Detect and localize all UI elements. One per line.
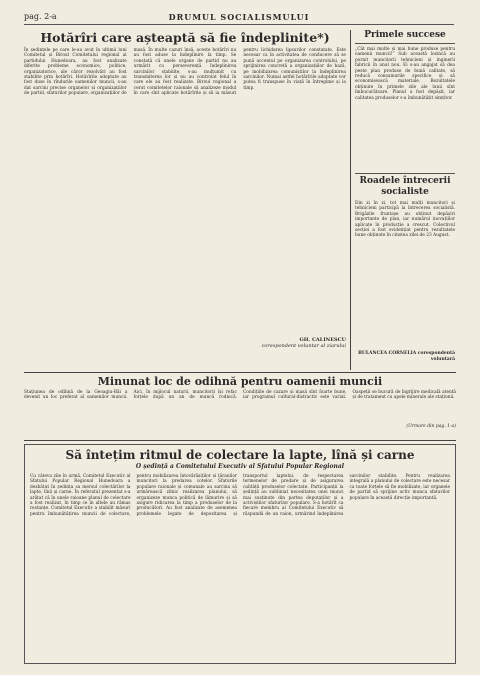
bottom-article-title: Să întețim ritmul de colectare la lapte, lînă și carne — [65, 448, 415, 462]
middle-article-title: Minunat loc de odihnă pentru oamenii muncii — [97, 375, 383, 388]
middle-article-body: Stațiunea de odihnă de la Geoagiu-Băi a devenit un loc preferat al oamenilor muncii. Aici, în mijlocul naturii, muncitorii își refac forțele după un an de muncă rodnică. Condițiile de cazare și masă sînt foarte bune, iar programul cultural-distractiv este variat. Oaspeții se bucură de îngrijire medicală atentă și de tratament cu apele minerale ale stațiunii. — [24, 390, 456, 401]
bottom-article — [24, 444, 456, 664]
column-divider — [350, 30, 351, 370]
middle-article — [24, 375, 456, 437]
signature-role: corespondent voluntar al ziarului — [261, 343, 346, 349]
top-article-body: În ședințele pe care le-au avut în ultimii luni Comitetul și Biroul Comitetului regional al partidului Hunedoara, au fost analizate diferite probleme economice, politice, organizatorice, ale căror rezolvări au fost stabilite prin hotărîri. Hotărîrile adoptate au fost duse în rîndurile oamenilor muncii, s-au dat sarcini precise organelor și organizațiilor de partid, sfaturilor populare, organizațiilor de masă. În multe cazuri însă, aceste hotărîri nu au fost aduse la îndeplinire la timp. Se constată că unele organe de partid nu au urmărit cu perseverență îndeplinirea sarcinilor stabilite, s-au mulțumit cu transmiterea lor și nu au controlat felul în care ele au fost realizate. Biroul regional a cerut comitetelor raionale să analizeze modul în care sînt aplicate hotărîrile și să ia măsuri pentru lichidarea lipsurilor constatate. Este necesar ca în activitatea de conducere să se pună accentul pe organizarea controlului, pe sprijinirea concretă a organizațiilor de bază, pe mobilizarea comuniștilor la îndeplinirea sarcinilor. Numai astfel hotărîrile adoptate vor putea fi transpuse în viață în întregime și la timp. — [24, 48, 346, 97]
sidebar-signature: BULANCEA CORNELIA corespondentă voluntară — [358, 351, 455, 362]
top-article — [24, 30, 346, 368]
sidebar-first-title: Primele succese — [355, 30, 455, 44]
section-divider — [24, 372, 456, 373]
sidebar-second-title: Roadele întrecerii socialiste — [355, 173, 455, 198]
bottom-article-body: Cu câteva zile în urmă, Comitetul Executiv al Sfatului Popular Regional Hunedoara a dezbătut în ședința sa mersul colectărilor la lapte, lînă și carne. În referatul prezentat s-a arătat că în unele raioane planul de colectare a fost realizat, în timp ce în altele au rămas restanțe. Comitetul Executiv a stabilit măsuri pentru îmbunătățirea muncii de colectare, pentru mobilizarea întovărășiților și țăranilor muncitori la predarea cotelor. Sfaturile populare raionale și comunale au sarcina să urmărească zilnic realizarea planului, să organizeze munca politică de lămurire și să asigure ridicarea la timp a produselor de la producători. Au fost analizate de asemenea problemele legate de depozitarea și transportul laptelui, de respectarea termenelor de predare și de asigurarea calității produselor colectate. Participanții la ședință au subliniat necesitatea unei munci mai susținute din partea deputaților și a activiștilor sfaturilor populare. S-a hotărît ca fiecare membru al Comitetului Executiv să răspundă de un raion, urmărind îndeplinirea sarcinilor stabilite. Pentru realizarea integrală a planului de colectare este necesar ca toate forțele să fie mobilizate, iar organele de partid să sprijine activ munca sfaturilor populare în această direcție importantă. — [30, 474, 450, 517]
signature-name: GH. CALINESCU — [299, 337, 346, 343]
page-number: pag. 2-a — [24, 12, 57, 21]
middle-article-note: (Urmare din pag. 1-a) — [406, 424, 456, 429]
sidebar-first-body: „Cât mai multe și mai bune produse pentru oamenii muncii!” Sub această lozincă au pornit muncitorii tehnicieni și inginerii fabricii în anul nou. Ei s-au angajat să dea peste plan produse de bună calitate, să reducă consumurile specifice și să economisească materiale. Rezultatele obținute în primele zile ale lunii sînt îmbucurătoare. Planul a fost depășit, iar calitatea produselor s-a îmbunătățit simțitor. — [355, 47, 455, 101]
masthead: DRUMUL SOCIALISMULUI — [168, 12, 310, 22]
bottom-article-subtitle: O ședință a Comitetului Executiv al Sfatului Popular Regional — [135, 463, 345, 470]
page-header — [24, 10, 454, 25]
top-article-signature — [24, 337, 346, 349]
top-article-title: Hotărîri care așteaptă să fie îndeplinite*) — [40, 30, 330, 45]
section-divider-2 — [24, 440, 456, 441]
sidebar-second-body: Din zi în zi, tot mai mulți muncitori și tehnicieni participă la întrecerea socialistă. Brigăzile fruntașe au obținut depășiri importante de plan, iar numărul inovațiilor aplicate în producție a crescut. Colectivul secției a fost evidențiat pentru rezultatele bune obținute în cinstea zilei de 23 August. — [355, 201, 455, 239]
sidebar — [355, 30, 455, 370]
